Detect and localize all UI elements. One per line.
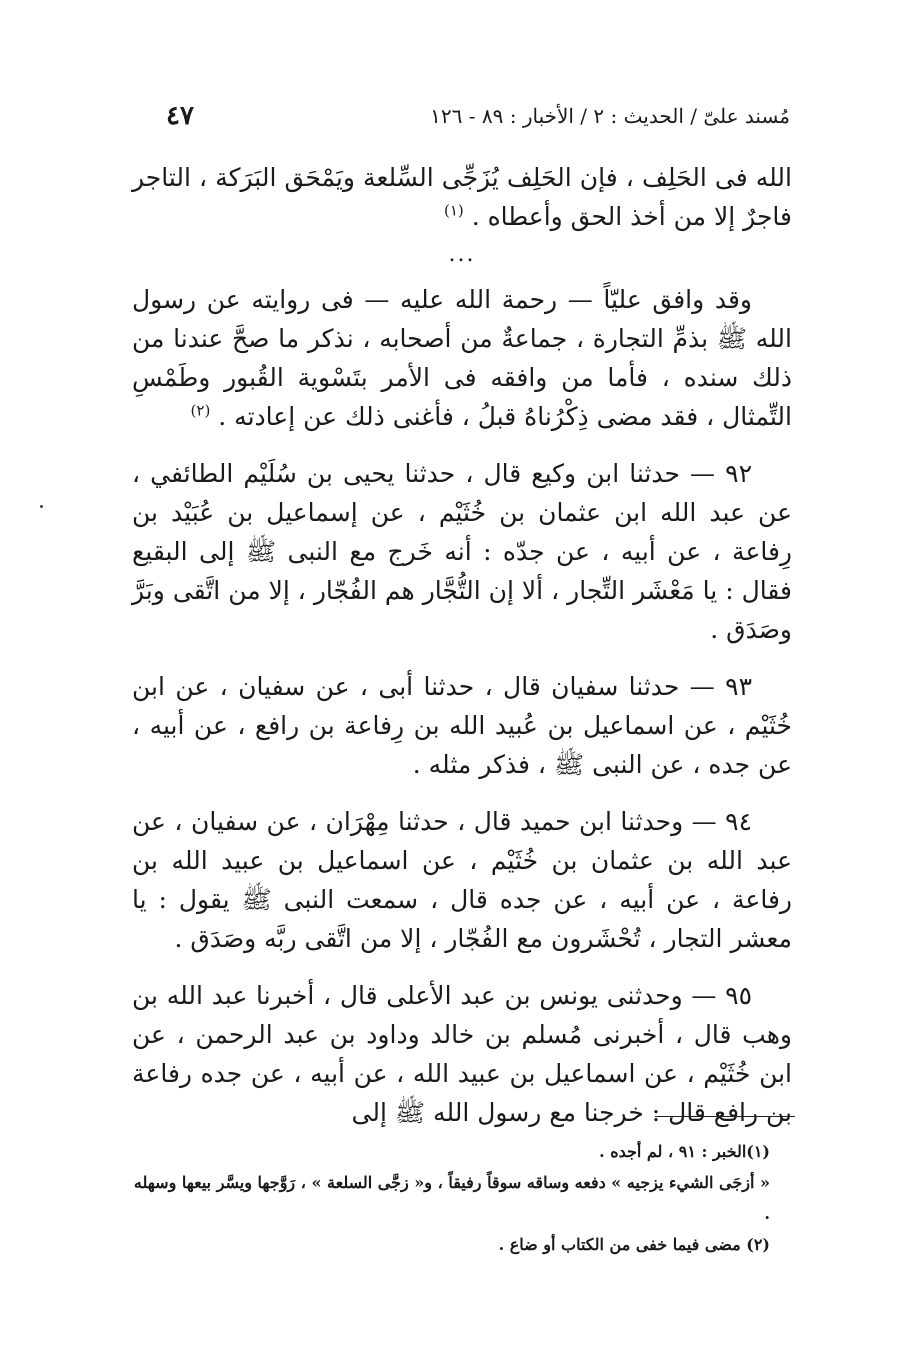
paragraph-text: الله فى الحَلِف ، فإن الحَلِف يُزَجِّى السِّلعة ويَمْحَق البَرَكة ، التاجر فاجرٌ إلا من أخذ الحق وأعطاه . bbox=[132, 163, 792, 231]
paragraph-continuation bbox=[132, 158, 792, 236]
paragraph-text: ٩٥ — وحدثنى يونس بن عبد الأعلى قال ، أخبرنا عبد الله بن وهب قال ، أخبرنى مُسلم بن خالد وداود بن عبد الرحمن ، عن ابن خُثَيْم ، عن اسماعيل بن عبيد الله ، عن أبيه ، عن جده رفاعة بن رافع قال : خرجنا مع رسول الله ﷺ إلى bbox=[132, 981, 792, 1127]
footnotes bbox=[132, 1136, 792, 1260]
hadith-92 bbox=[132, 454, 792, 649]
paragraph-commentary bbox=[132, 280, 792, 436]
paragraph-gap bbox=[132, 958, 792, 976]
paragraph-text: وقد وافق عليّاً — رحمة الله عليه — فى روايته عن رسول الله ﷺ بذمِّ التجارة ، جماعةٌ من أصحابه ، نذكر ما صحَّ عندنا من ذلك سنده ، فأما من وافقه فى الأمر بتَسْوية القُبور وطَمْسِ التِّمثال ، فقد مضى ذِكْرُناهُ قبلُ ، فأغنى ذلك عن إعادته . bbox=[132, 285, 792, 431]
footnote-ref-2: (٢) bbox=[190, 401, 211, 420]
footnote-divider bbox=[655, 1116, 795, 1117]
paragraph-gap bbox=[132, 784, 792, 802]
running-head: مُسند علىّ / الحديث : ٢ / الأخبار : ٨٩ - ١٢٦ bbox=[430, 104, 790, 128]
footnote-1-gloss: « أزجَى الشيء يزجيه » دفعه وساقه سوقاً رفيقاً ، و« زجَّى السلعة » ، رَوَّجها ويسَّر بيعها وسهله . bbox=[133, 1173, 770, 1223]
paragraph-gap bbox=[132, 436, 792, 454]
page-header bbox=[130, 100, 790, 136]
hadith-93 bbox=[132, 667, 792, 784]
footnote-ref-1: (١) bbox=[443, 201, 464, 220]
page-number: ٤٧ bbox=[166, 101, 194, 131]
paragraph-text: ٩٣ — حدثنا سفيان قال ، حدثنا أبى ، عن سفيان ، عن ابن خُثَيْم ، عن اسماعيل بن عُبيد الله بن رِفاعة بن رافع ، عن أبيه ، عن جده ، عن النبى ﷺ ، فذكر مثله . bbox=[132, 672, 792, 779]
section-separator: ... bbox=[448, 242, 476, 267]
hadith-94 bbox=[132, 802, 792, 958]
main-text bbox=[132, 158, 792, 1132]
paragraph-text: ٩٤ — وحدثنا ابن حميد قال ، حدثنا مِهْرَان ، عن سفيان ، عن عبد الله بن عثمان بن خُثَيْم ، عن اسماعيل بن عبيد الله بن رفاعة ، عن أبيه ، عن جده قال ، سمعت النبى ﷺ يقول : يا معشر التجار ، تُحْشَرون مع الفُجّار ، إلا من اتَّقى ربَّه وصَدَق . bbox=[132, 807, 792, 953]
scan-speck bbox=[40, 505, 43, 508]
hadith-95 bbox=[132, 976, 792, 1132]
paragraph-gap bbox=[132, 649, 792, 667]
footnote-1: (١)الخبر : ٩١ ، لم أجده . bbox=[599, 1142, 770, 1161]
footnote-2: (٢) مضى فيما خفى من الكتاب أو ضاع . bbox=[498, 1235, 770, 1254]
paragraph-text: ٩٢ — حدثنا ابن وكيع قال ، حدثنا يحيى بن سُلَيْم الطائفي ، عن عبد الله ابن عثمان بن خُثَيْم ، عن إسماعيل بن عُبَيْد بن رِفاعة ، عن أبيه ، عن جدّه : أنه خَرج مع النبى ﷺ إلى البقيع فقال : يا مَعْشَر التِّجار ، ألا إن التُّجَّار هم الفُجّار ، إلا من اتَّقى وبَرَّ وصَدَق . bbox=[132, 459, 792, 644]
